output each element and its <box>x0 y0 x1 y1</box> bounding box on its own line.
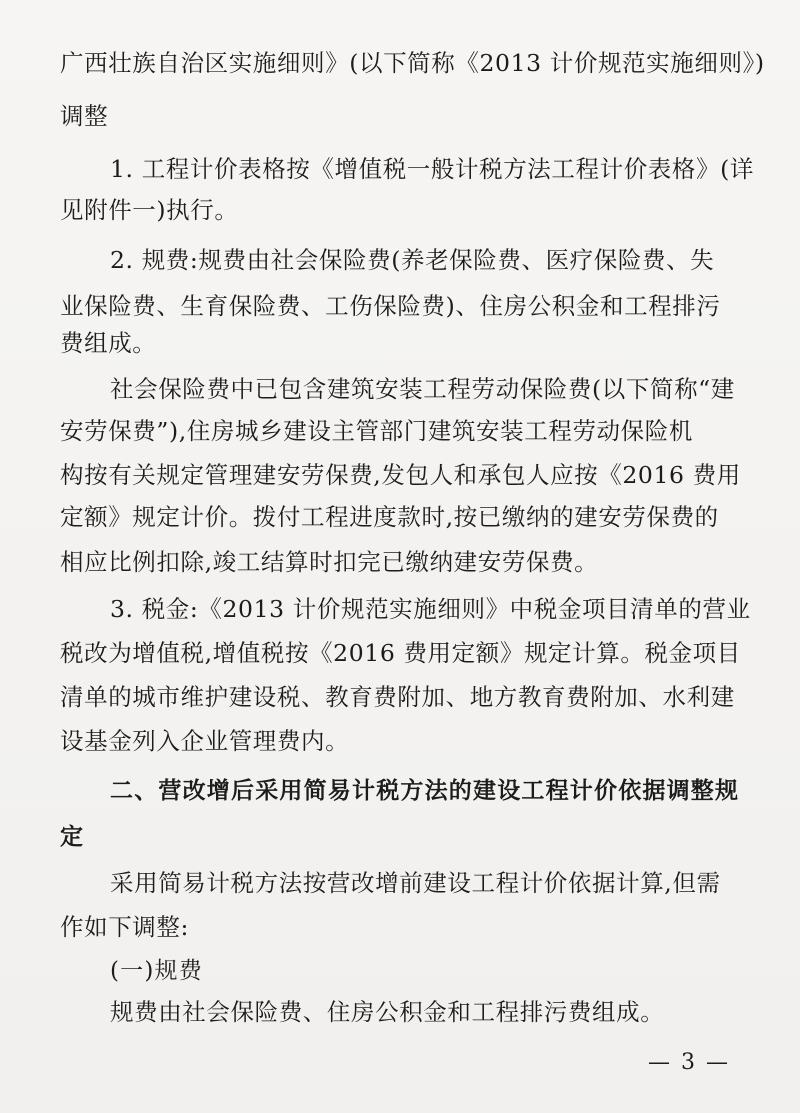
text-line: 业保险费、生育保险费、工伤保险费)、住房公积金和工程排污 <box>60 292 721 320</box>
subsection-heading: (一)规费 <box>110 958 203 984</box>
section-heading: 二、营改增后采用简易计税方法的建设工程计价依据调整规 <box>110 778 740 804</box>
page-number: — 3 — <box>648 1050 730 1075</box>
text-line: 2. 规费:规费由社会保险费(养老保险费、医疗保险费、失 <box>110 246 715 274</box>
text-line: 采用简易计税方法按营改增前建设工程计价依据计算,但需 <box>110 869 721 897</box>
text-line: 清单的城市维护建设税、教育费附加、地方教育费附加、水利建 <box>60 683 735 711</box>
text-line: 设基金列入企业管理费内。 <box>60 727 350 755</box>
text-line: 规费由社会保险费、住房公积金和工程排污费组成。 <box>110 998 665 1026</box>
text-line: 见附件一)执行。 <box>60 196 239 224</box>
text-line: 社会保险费中已包含建筑安装工程劳动保险费(以下简称“建 <box>110 375 735 403</box>
text-line: 广西壮族自治区实施细则》(以下简称《2013 计价规范实施细则》) <box>60 49 765 77</box>
text-line: 费组成。 <box>60 329 157 357</box>
text-line: 定额》规定计价。拨付工程进度款时,按已缴纳的建安劳保费的 <box>60 503 719 531</box>
text-line: 税改为增值税,增值税按《2016 费用定额》规定计算。税金项目 <box>60 639 741 667</box>
text-line: 安劳保费”),住房城乡建设主管部门建筑安装工程劳动保险机 <box>60 417 693 445</box>
text-line: 相应比例扣除,竣工结算时扣完已缴纳建安劳保费。 <box>60 548 599 576</box>
text-line: 3. 税金:《2013 计价规范实施细则》中税金项目清单的营业 <box>110 595 751 623</box>
section-heading: 定 <box>60 824 85 850</box>
text-line: 作如下调整: <box>60 913 190 941</box>
text-line: 1. 工程计价表格按《增值税一般计税方法工程计价表格》(详 <box>110 155 754 183</box>
text-line: 构按有关规定管理建安劳保费,发包人和承包人应按《2016 费用 <box>60 461 741 489</box>
text-line: 调整 <box>60 102 109 130</box>
